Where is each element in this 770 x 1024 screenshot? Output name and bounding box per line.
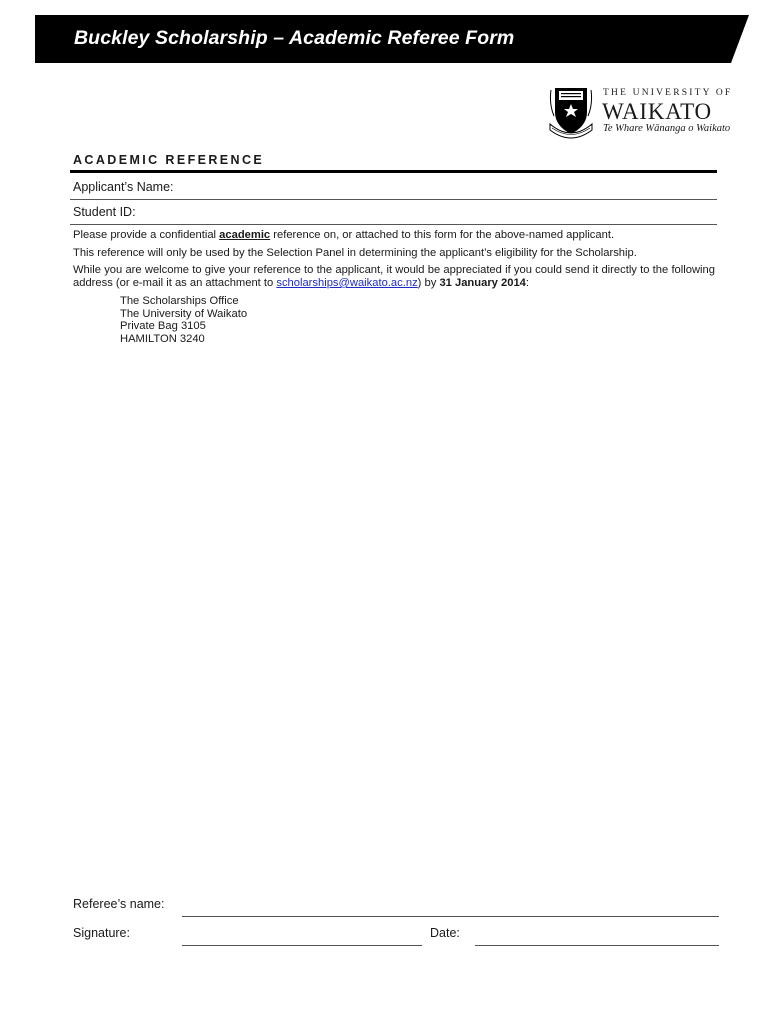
date-line[interactable] [475, 945, 719, 946]
email-link[interactable]: scholarships@waikato.ac.nz [276, 277, 418, 289]
address-line: The University of Waikato [120, 307, 248, 320]
form-title: Buckley Scholarship – Academic Referee Form [74, 27, 515, 49]
signature-line[interactable] [182, 945, 422, 946]
address-line: Private Bag 3105 [120, 320, 206, 333]
signature-label: Signature: [73, 926, 130, 940]
deadline-date: 31 January 2014 [439, 277, 526, 289]
referee-name-label: Referee’s name: [73, 897, 165, 911]
section-heading: ACADEMIC REFERENCE [73, 153, 265, 167]
applicant-name-label: Applicant’s Name: [73, 180, 174, 194]
student-id-line[interactable] [70, 224, 717, 225]
postal-address [120, 295, 247, 345]
crest-icon [549, 84, 593, 140]
header-banner [35, 15, 749, 63]
logo-line1: THE UNIVERSITY OF [603, 88, 733, 98]
p1-emphasis: academic [219, 229, 271, 241]
section-rule [70, 170, 717, 173]
instruction-paragraph-3 [73, 264, 715, 290]
student-id-label: Student ID: [73, 205, 136, 219]
p3-start: While you are welcome to give your reference to the applicant, it would be appreciated if you could send it directly to the following address (or e-mail it as an attachment to [73, 264, 715, 289]
address-line: HAMILTON 3240 [120, 332, 205, 345]
p1-end: reference on, or attached to this form for the above-named applicant. [270, 229, 615, 241]
referee-name-line[interactable] [182, 916, 719, 917]
p3-end: : [525, 277, 530, 289]
applicant-name-line[interactable] [70, 199, 717, 200]
logo-university-name: WAIKATO [602, 99, 712, 124]
logo-motto: Te Whare Wānanga o Waikato [603, 123, 731, 134]
p3-mid: ) by [417, 277, 440, 289]
address-line: The Scholarships Office [120, 295, 239, 307]
p1-start: Please provide a confidential [73, 229, 220, 241]
date-label: Date: [430, 926, 460, 940]
university-logo [549, 84, 733, 140]
instruction-paragraph-1 [73, 229, 715, 242]
instruction-paragraph-2: This reference will only be used by the Selection Panel in determining the applicant’s eligibility for the Scholarship. [73, 247, 637, 259]
